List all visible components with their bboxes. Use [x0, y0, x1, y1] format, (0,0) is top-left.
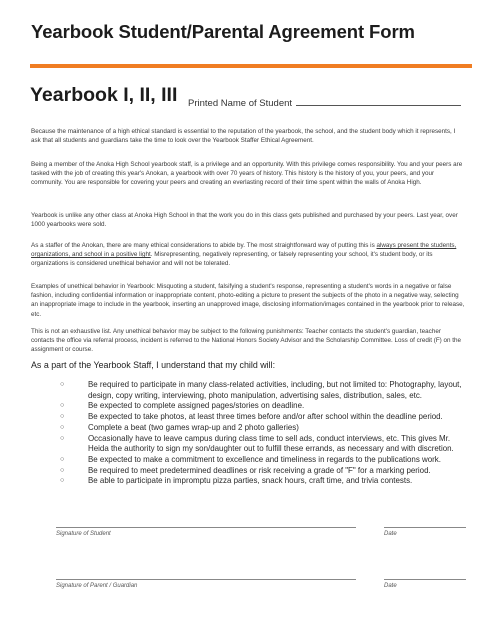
list-item [60, 380, 470, 401]
bullet-circle-icon: ○ [60, 466, 65, 474]
list-item [60, 476, 470, 487]
list-item-text: Complete a beat (two games wrap-up and 2 photo galleries) [88, 422, 299, 432]
list-item-text: Be expected to take photos, at least three times before and/or after school within the deadline period. [88, 412, 443, 422]
student-signature-line[interactable] [56, 527, 356, 528]
list-item-text: Occasionally have to leave campus during class time to sell ads, conduct interviews, etc. This gives Mr. Heida the authority to sign my son/daughter out to fulfill these errands, as necessary and with discretion. [88, 433, 454, 454]
list-item [60, 466, 470, 477]
parent-signature-line[interactable] [56, 579, 356, 580]
bullet-circle-icon: ○ [60, 423, 65, 431]
list-item-text: Be expected to complete assigned pages/stories on deadline. [88, 401, 305, 411]
list-item [60, 434, 470, 455]
ethics-text-after: . Misrepresenting, negatively representing, or falsely representing your school, it's student body, or its organizations is considered unethical behavior and will not be tolerated. [31, 251, 433, 268]
list-item-text: Be required to participate in many class-related activities, including, but not limited to: Photography, layout, design, copy writing, interviewing, photo manipulation, advertising sales, distribution, sales, etc. [88, 380, 462, 400]
course-heading: Yearbook I, II, III [30, 84, 178, 106]
list-item [60, 455, 470, 466]
ethics-text-before: As a staffer of the Anokan, there are many ethical considerations to abide by. The most straightforward way of putting this is [31, 242, 377, 249]
student-date-label: Date [384, 531, 397, 537]
list-item-text: Be able to participate in impromptu pizza parties, snack hours, craft time, and trivia contests. [88, 476, 413, 486]
list-item-text: Be required to meet predetermined deadlines or risk receiving a grade of "F" for a marking period. [88, 465, 431, 475]
paragraph-published: Yearbook is unlike any other class at Anoka High School in that the work you do in this class gets published and purchased by your peers. Last year, over 1000 yearbooks were sold. [31, 212, 458, 229]
bullet-circle-icon: ○ [60, 477, 65, 485]
student-signature-label: Signature of Student [56, 531, 111, 537]
paragraph-punishments: This is not an exhaustive list. Any unethical behavior may be subject to the following punishments: Teacher contacts the student's guardian, teacher contacts the office via referral process, incident is referred to the National Honors Society Advisor and the Scholarship Committee. Loss of credit (F) on the assignment or course. [31, 328, 462, 354]
list-item-text: Be expected to make a commitment to excellence and timeliness in regards to the publications work. [88, 454, 441, 464]
bullet-circle-icon: ○ [60, 402, 65, 410]
requirements-intro: As a part of the Yearbook Staff, I understand that my child will: [31, 360, 276, 370]
paragraph-privilege: Being a member of the Anoka High School yearbook staff, is a privilege and an opportunity. With this privilege comes responsibility. You and your peers are tasked with the job of creating this year's Anokan, a yearbook with over 70 years of history. This history is the history of you, your peers, and your community. You are responsible for covering your peers and creating an everlasting record of their time spent within the walls of Anoka High. [31, 161, 463, 187]
bullet-circle-icon: ○ [60, 381, 65, 388]
ethics-underlined-text: always present the students, organizations, and school in a positive light [31, 242, 457, 259]
bullet-circle-icon: ○ [60, 413, 65, 421]
printed-name-label: Printed Name of Student [188, 98, 293, 109]
printed-name-line[interactable] [296, 96, 461, 106]
printed-name-field[interactable] [188, 96, 461, 109]
paragraph-ethics [31, 241, 465, 269]
bullet-circle-icon: ○ [60, 455, 65, 463]
parent-date-line[interactable] [384, 579, 466, 580]
list-item [60, 401, 470, 412]
bullet-circle-icon: ○ [60, 434, 65, 442]
student-date-line[interactable] [384, 527, 466, 528]
title-divider [30, 64, 472, 68]
form-title: Yearbook Student/Parental Agreement Form [31, 21, 415, 42]
parent-date-label: Date [384, 583, 397, 589]
paragraph-examples: Examples of unethical behavior in Yearbook: Misquoting a student, falsifying a student's response, representing a student's words in a negative or false fashion, including confidential information or inappropriate content, photo-editing a picture to present the subjects of the photo in a negative way, selecting an inappropriate image to include in the yearbook, inserting an unapproved image, disclosing information/images contained in the yearbook prior to release, etc. [31, 283, 465, 318]
list-item [60, 412, 470, 423]
parent-signature-label: Signature of Parent / Guardian [56, 583, 138, 589]
list-item [60, 423, 470, 434]
paragraph-purpose: Because the maintenance of a high ethical standard is essential to the reputation of the yearbook, the school, and the student body which it represents, I ask that all students and guardians take the time to look over the Yearbook Staffer Ethical Agreement. [31, 128, 456, 145]
requirements-list [60, 380, 470, 487]
